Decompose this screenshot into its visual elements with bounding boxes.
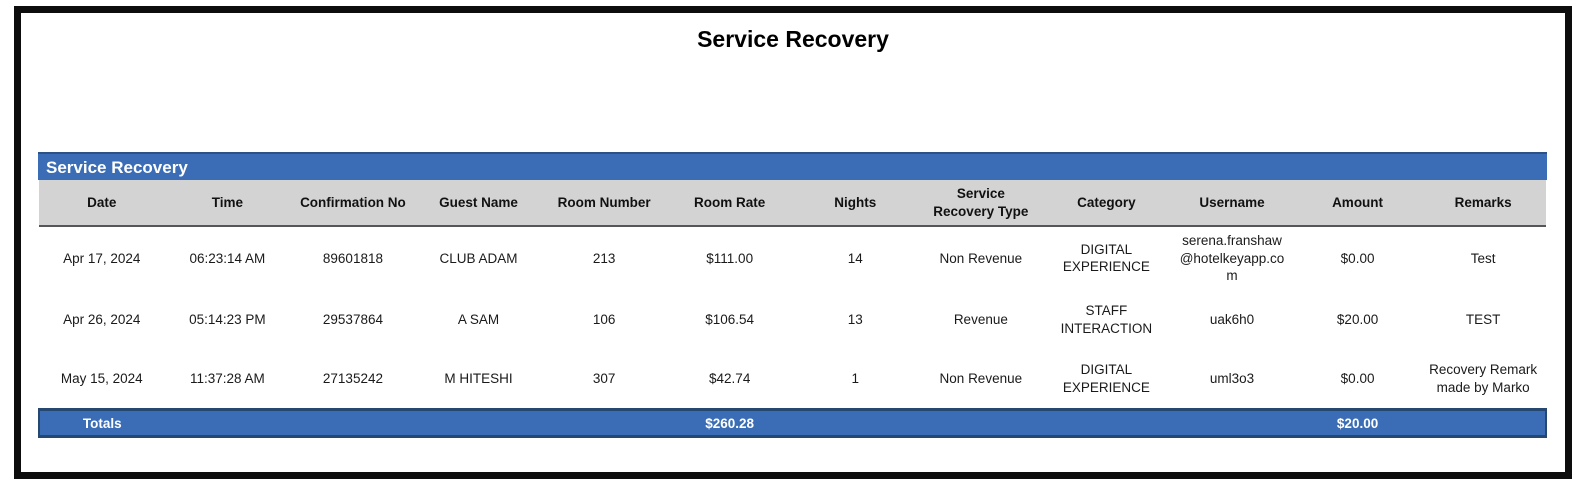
totals-cell: $20.00 — [1295, 410, 1421, 437]
totals-cell — [165, 410, 291, 437]
table-cell: 213 — [541, 226, 667, 290]
column-header: Service Recovery Type — [918, 180, 1044, 226]
totals-cell — [416, 410, 542, 437]
totals-cell: $260.28 — [667, 410, 793, 437]
totals-cell — [1420, 410, 1546, 437]
table-cell: DIGITAL EXPERIENCE — [1044, 350, 1170, 410]
column-header: Nights — [792, 180, 918, 226]
totals-cell — [541, 410, 667, 437]
table-cell: uak6h0 — [1169, 290, 1295, 350]
page-title: Service Recovery — [697, 26, 889, 52]
table-cell: Apr 17, 2024 — [39, 226, 165, 290]
table-cell: 1 — [792, 350, 918, 410]
table-cell: 06:23:14 AM — [165, 226, 291, 290]
column-header-row — [39, 180, 1546, 226]
table-cell: STAFF INTERACTION — [1044, 290, 1170, 350]
table-cell: Revenue — [918, 290, 1044, 350]
totals-cell — [918, 410, 1044, 437]
column-header: Room Rate — [667, 180, 793, 226]
table-cell: uml3o3 — [1169, 350, 1295, 410]
table-cell: DIGITAL EXPERIENCE — [1044, 226, 1170, 290]
column-header: Category — [1044, 180, 1170, 226]
table-cell: serena.franshaw@hotelkeyapp.com — [1169, 226, 1295, 290]
table-cell: 27135242 — [290, 350, 416, 410]
totals-cell — [1169, 410, 1295, 437]
totals-row — [39, 410, 1546, 437]
table-cell: Non Revenue — [918, 226, 1044, 290]
column-header: Time — [165, 180, 291, 226]
table-row — [39, 350, 1546, 410]
table-cell: May 15, 2024 — [39, 350, 165, 410]
table-row — [39, 226, 1546, 290]
table-cell: 11:37:28 AM — [165, 350, 291, 410]
table-cell: M HITESHI — [416, 350, 542, 410]
table-cell: $20.00 — [1295, 290, 1421, 350]
column-header: Amount — [1295, 180, 1421, 226]
column-header: Username — [1169, 180, 1295, 226]
column-header: Remarks — [1420, 180, 1546, 226]
table-cell: 05:14:23 PM — [165, 290, 291, 350]
totals-cell — [290, 410, 416, 437]
table-cell: 89601818 — [290, 226, 416, 290]
column-header: Guest Name — [416, 180, 542, 226]
service-recovery-table — [38, 180, 1547, 438]
table-cell: Test — [1420, 226, 1546, 290]
table-cell: $106.54 — [667, 290, 793, 350]
totals-cell: Totals — [39, 410, 165, 437]
column-header: Confirmation No — [290, 180, 416, 226]
table-cell: $0.00 — [1295, 350, 1421, 410]
table-cell: Non Revenue — [918, 350, 1044, 410]
totals-cell — [1044, 410, 1170, 437]
column-header: Room Number — [541, 180, 667, 226]
table-cell: 14 — [792, 226, 918, 290]
table-cell: Apr 26, 2024 — [39, 290, 165, 350]
report-page-frame — [14, 6, 1572, 479]
table-cell: 307 — [541, 350, 667, 410]
table-cell: 29537864 — [290, 290, 416, 350]
column-header: Date — [39, 180, 165, 226]
table-cell: 13 — [792, 290, 918, 350]
section-header-band: Service Recovery — [38, 152, 1547, 180]
report-table-container — [38, 152, 1547, 438]
table-cell: 106 — [541, 290, 667, 350]
table-cell: $111.00 — [667, 226, 793, 290]
table-cell: TEST — [1420, 290, 1546, 350]
table-cell: Recovery Remark made by Marko — [1420, 350, 1546, 410]
table-cell: A SAM — [416, 290, 542, 350]
totals-cell — [792, 410, 918, 437]
table-cell: $42.74 — [667, 350, 793, 410]
table-cell: $0.00 — [1295, 226, 1421, 290]
table-body — [39, 226, 1546, 410]
table-cell: CLUB ADAM — [416, 226, 542, 290]
table-row — [39, 290, 1546, 350]
